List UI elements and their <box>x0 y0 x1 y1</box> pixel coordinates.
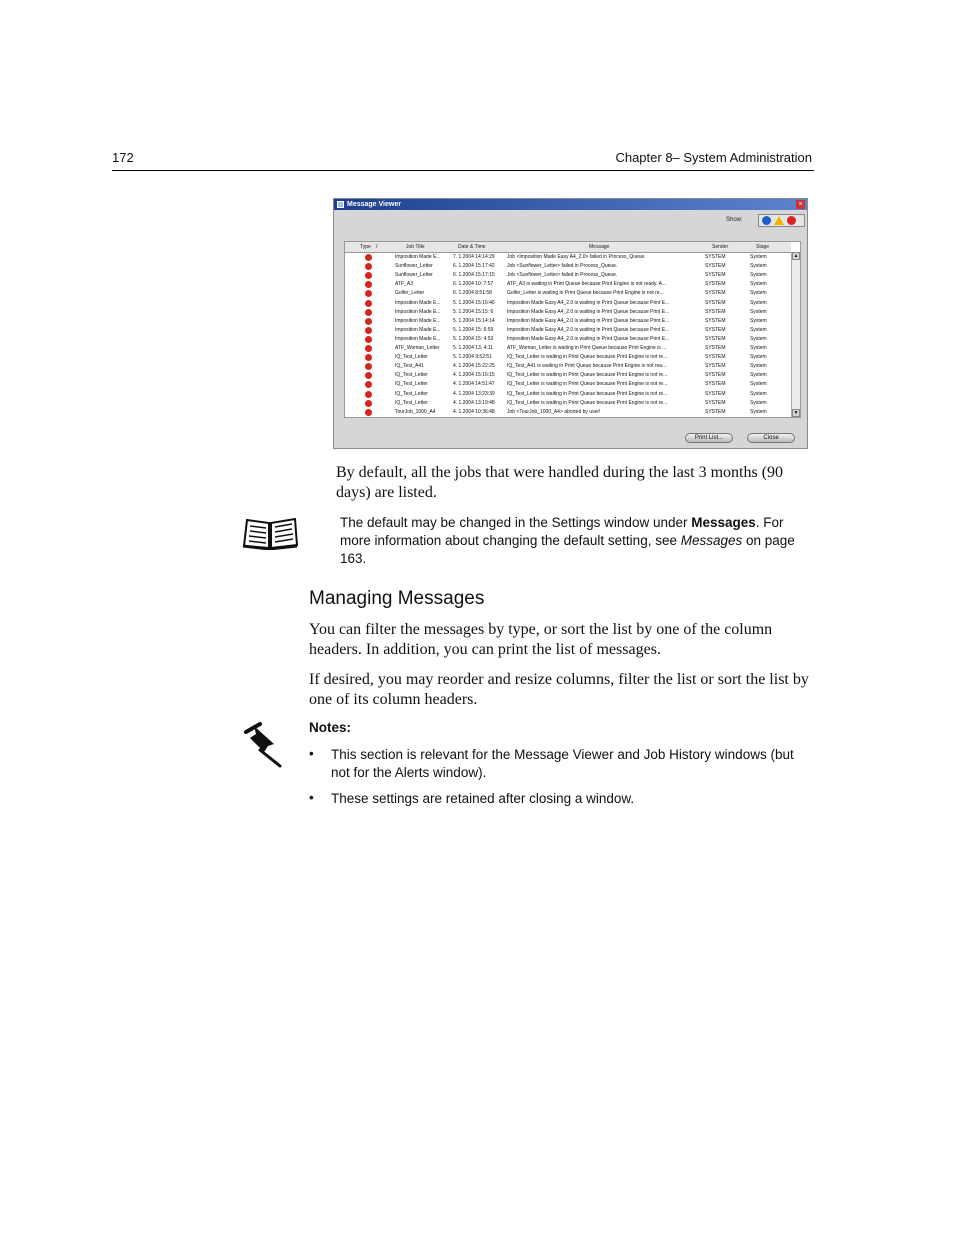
vertical-scrollbar[interactable] <box>791 252 800 417</box>
cell-job-title: Imposition Made E... <box>395 299 441 306</box>
cell-job-title: Imposition Made E... <box>395 335 441 342</box>
bullet-dot-2: • <box>309 790 314 805</box>
table-row[interactable] <box>345 299 791 308</box>
cell-sender: SYSTEM <box>705 263 726 270</box>
note-link-messages[interactable]: Messages <box>680 533 743 548</box>
cell-stage: System <box>750 345 767 351</box>
error-icon <box>365 327 372 334</box>
cell-message: Job <TourJob_1000_A4> aborted by user! <box>507 408 601 415</box>
error-icon <box>365 272 372 279</box>
cell-sender: SYSTEM <box>705 308 726 315</box>
message-table <box>344 241 801 418</box>
cell-stage: System <box>750 317 767 324</box>
print-list-button[interactable]: Print List... <box>685 433 733 443</box>
table-row[interactable] <box>345 390 791 399</box>
cell-message: ATF_A3 is waiting in Print Queue because Print Engine is not ready. A... <box>507 281 667 288</box>
col-message[interactable]: Message <box>589 244 610 250</box>
error-icon <box>365 263 372 270</box>
note-text-1: The default may be changed in the Settings window under <box>340 515 692 530</box>
cell-job-title: IQ_Test_Letter <box>395 390 428 397</box>
cell-stage: System <box>750 390 767 397</box>
cell-stage: System <box>750 308 767 315</box>
cell-date-time: 4. 1.2004 10:36:48 <box>453 408 495 415</box>
cell-message: ATF_Woman_Letter is waiting in Print Queue because Print Engine is ... <box>507 345 667 351</box>
cell-date-time: 6. 1.2004 8:51:58 <box>453 290 492 297</box>
cell-sender: SYSTEM <box>705 372 726 379</box>
cell-sender: SYSTEM <box>705 290 726 297</box>
cell-stage: System <box>750 372 767 379</box>
error-icon <box>365 381 372 388</box>
cell-stage: System <box>750 272 767 279</box>
error-icon <box>365 290 372 297</box>
cell-date-time: 4. 1.2004 14:51:47 <box>453 381 495 388</box>
cell-message: Imposition Made Easy A4_2.0 is waiting in Print Queue because Print E... <box>507 308 670 315</box>
cell-date-time: 5. 1.2004 15:14:14 <box>453 317 495 324</box>
cell-job-title: TourJob_1000_A4 <box>395 408 436 415</box>
bullet-dot-1: • <box>309 746 314 761</box>
cell-message: IQ_Test_Letter is waiting in Print Queue because Print Engine is not re... <box>507 399 668 406</box>
cell-job-title: Golfer_Letter <box>395 290 425 297</box>
cell-date-time: 4. 1.2004 15:16:15 <box>453 372 495 379</box>
cell-stage: System <box>750 254 767 260</box>
cell-date-time: 4. 1.2004 15:22:25 <box>453 363 495 370</box>
cell-message: Golfer_Letter is waiting in Print Queue because Print Engine is not re... <box>507 290 664 297</box>
error-icon <box>365 345 372 352</box>
header-rule <box>112 170 814 171</box>
table-row[interactable] <box>345 280 791 289</box>
settings-note <box>340 514 814 568</box>
cell-job-title: IQ_Test_Letter <box>395 372 428 379</box>
cell-job-title: Imposition Made E... <box>395 326 441 333</box>
table-row[interactable] <box>345 253 791 262</box>
cell-date-time: 5. 1.2004 15: 6:59 <box>453 326 494 333</box>
error-icon <box>365 400 372 407</box>
notes-label: Notes: <box>309 720 352 735</box>
table-row[interactable] <box>345 353 791 362</box>
cell-date-time: 6. 1.2004 10: 7:57 <box>453 281 494 288</box>
book-icon <box>241 516 299 550</box>
pushpin-icon <box>240 722 284 768</box>
cell-stage: System <box>750 290 767 297</box>
error-icon <box>365 281 372 288</box>
cell-message: IQ_Test_A41 is waiting in Print Queue because Print Engine is not rea... <box>507 363 667 370</box>
warning-filter-icon[interactable] <box>774 216 784 225</box>
table-row[interactable] <box>345 362 791 371</box>
table-row[interactable] <box>345 399 791 408</box>
cell-date-time: 5. 1.2004 15:15: 6 <box>453 308 494 315</box>
table-row[interactable] <box>345 371 791 380</box>
cell-message: Imposition Made Easy A4_2.0 is waiting in Print Queue because Print E... <box>507 326 670 333</box>
cell-date-time: 4. 1.2004 13:23:39 <box>453 390 495 397</box>
cell-sender: SYSTEM <box>705 408 726 415</box>
cell-job-title: Sunflower_Letter <box>395 272 433 279</box>
cell-job-title: IQ_Test_A41 <box>395 363 424 370</box>
cell-sender: SYSTEM <box>705 390 726 397</box>
cell-sender: SYSTEM <box>705 354 726 361</box>
table-row[interactable] <box>345 262 791 271</box>
cell-sender: SYSTEM <box>705 299 726 306</box>
cell-job-title: Sunflower_Letter <box>395 263 433 270</box>
bullet-item-1: This section is relevant for the Message Viewer and Job History windows (but not for the Alerts window). <box>331 747 794 780</box>
cell-message: Job <Sunflower_Letter> failed in Process_Queue. <box>507 263 618 270</box>
cell-job-title: Imposition Made E... <box>395 308 441 315</box>
intro-paragraph: By default, all the jobs that were handled during the last 3 months (90 days) are listed. <box>336 464 784 501</box>
note-text-2: . For more information about changing the default setting, see <box>340 515 784 548</box>
reorder-paragraph: If desired, you may reorder and resize columns, filter the list or sort the list by one of its column headers. <box>309 671 809 708</box>
table-header <box>345 242 791 253</box>
note-text-3: on page 163. <box>340 533 795 566</box>
table-row[interactable] <box>345 289 791 298</box>
window-close-icon[interactable]: × <box>796 200 805 209</box>
window-app-icon <box>337 201 344 208</box>
cell-sender: SYSTEM <box>705 254 726 260</box>
cell-stage: System <box>750 326 767 333</box>
cell-stage: System <box>750 408 767 415</box>
cell-date-time: 4. 1.2004 13:19:48 <box>453 399 495 406</box>
cell-message: Imposition Made Easy A4_2.0 is waiting in Print Queue because Print E... <box>507 335 670 342</box>
error-filter-icon[interactable] <box>787 216 796 225</box>
col-job-title[interactable]: Job Title <box>406 244 425 250</box>
cell-stage: System <box>750 399 767 406</box>
note-bold-messages: Messages <box>691 515 756 530</box>
table-row[interactable] <box>345 271 791 280</box>
error-icon <box>365 363 372 370</box>
scroll-up-icon[interactable]: ▲ <box>793 253 799 259</box>
cell-job-title: IQ_Test_Letter <box>395 354 428 361</box>
table-row[interactable] <box>345 317 791 326</box>
cell-sender: SYSTEM <box>705 381 726 388</box>
error-icon <box>365 372 372 379</box>
cell-sender: SYSTEM <box>705 326 726 333</box>
error-icon <box>365 409 372 416</box>
table-row[interactable] <box>345 344 791 353</box>
chapter-title: Chapter 8– System Administration <box>615 150 812 165</box>
window-title: Message Viewer <box>347 201 401 208</box>
sort-asc-icon: / <box>376 244 378 250</box>
error-icon <box>365 300 372 307</box>
cell-date-time: 5. 1.2004 15: 4:53 <box>453 335 494 342</box>
cell-date-time: 5. 1.2004 9:52:51 <box>453 354 492 361</box>
error-icon <box>365 391 372 398</box>
cell-job-title: IQ_Test_Letter <box>395 399 428 406</box>
close-button[interactable]: Close <box>747 433 795 443</box>
cell-stage: System <box>750 281 767 288</box>
table-row[interactable] <box>345 408 791 417</box>
bullet-item-2: These settings are retained after closing a window. <box>331 791 635 806</box>
cell-date-time: 7. 1.2004 14:14:29 <box>453 254 495 260</box>
col-type[interactable]: Type <box>360 244 371 250</box>
cell-date-time: 5. 1.2004 13: 4:11 <box>453 345 493 351</box>
page-number: 172 <box>112 150 134 165</box>
message-viewer-window <box>333 198 808 449</box>
cell-sender: SYSTEM <box>705 363 726 370</box>
cell-job-title: Imposition Made E... <box>395 254 441 260</box>
cell-date-time: 6. 1.2004 15:17:42 <box>453 263 495 270</box>
cell-stage: System <box>750 299 767 306</box>
cell-message: Job <Sunflower_Letter> failed in Process_Queue. <box>507 272 618 279</box>
cell-stage: System <box>750 363 767 370</box>
filter-paragraph: You can filter the messages by type, or sort the list by one of the column headers. In addition, you can print the list of messages. <box>309 621 773 658</box>
error-icon <box>365 354 372 361</box>
cell-job-title: ATF_Woman_Letter <box>395 345 440 351</box>
col-date-time[interactable]: Date & Time <box>458 244 486 250</box>
table-row[interactable] <box>345 308 791 317</box>
cell-stage: System <box>750 335 767 342</box>
cell-date-time: 6. 1.2004 15:17:15 <box>453 272 495 279</box>
error-icon <box>365 254 372 261</box>
cell-message: IQ_Test_Letter is waiting in Print Queue because Print Engine is not re... <box>507 372 668 379</box>
cell-sender: SYSTEM <box>705 317 726 324</box>
col-stage[interactable]: Stage <box>756 244 770 250</box>
table-row[interactable] <box>345 326 791 335</box>
cell-stage: System <box>750 381 767 388</box>
error-icon <box>365 318 372 325</box>
cell-message: IQ_Test_Letter is waiting in Print Queue because Print Engine is not re... <box>507 381 668 388</box>
cell-sender: SYSTEM <box>705 281 726 288</box>
table-row[interactable] <box>345 380 791 389</box>
show-filter-label: Show: <box>726 217 743 223</box>
cell-stage: System <box>750 354 767 361</box>
cell-job-title: Imposition Made E... <box>395 317 441 324</box>
scroll-down-icon[interactable]: ▼ <box>793 410 799 416</box>
cell-message: Imposition Made Easy A4_2.0 is waiting in Print Queue because Print E... <box>507 299 670 306</box>
cell-message: IQ_Test_Letter is waiting in Print Queue because Print Engine is not re... <box>507 390 668 397</box>
cell-sender: SYSTEM <box>705 335 726 342</box>
table-row[interactable] <box>345 335 791 344</box>
error-icon <box>365 336 372 343</box>
cell-job-title: ATF_A3 <box>395 281 413 288</box>
cell-sender: SYSTEM <box>705 345 726 351</box>
info-filter-icon[interactable] <box>762 216 771 225</box>
cell-message: IQ_Test_Letter is waiting in Print Queue because Print Engine is not re... <box>507 354 668 361</box>
cell-date-time: 5. 1.2004 15:16:46 <box>453 299 495 306</box>
cell-stage: System <box>750 263 767 270</box>
section-heading: Managing Messages <box>309 588 485 609</box>
cell-sender: SYSTEM <box>705 399 726 406</box>
cell-message: Job <Imposition Made Easy A4_2.0> failed in Process_Queue. <box>507 254 646 260</box>
error-icon <box>365 309 372 316</box>
cell-message: Imposition Made Easy A4_2.0 is waiting in Print Queue because Print E... <box>507 317 670 324</box>
cell-job-title: IQ_Test_Letter <box>395 381 428 388</box>
window-titlebar <box>334 199 807 210</box>
cell-sender: SYSTEM <box>705 272 726 279</box>
col-sender[interactable]: Sender <box>712 244 729 250</box>
